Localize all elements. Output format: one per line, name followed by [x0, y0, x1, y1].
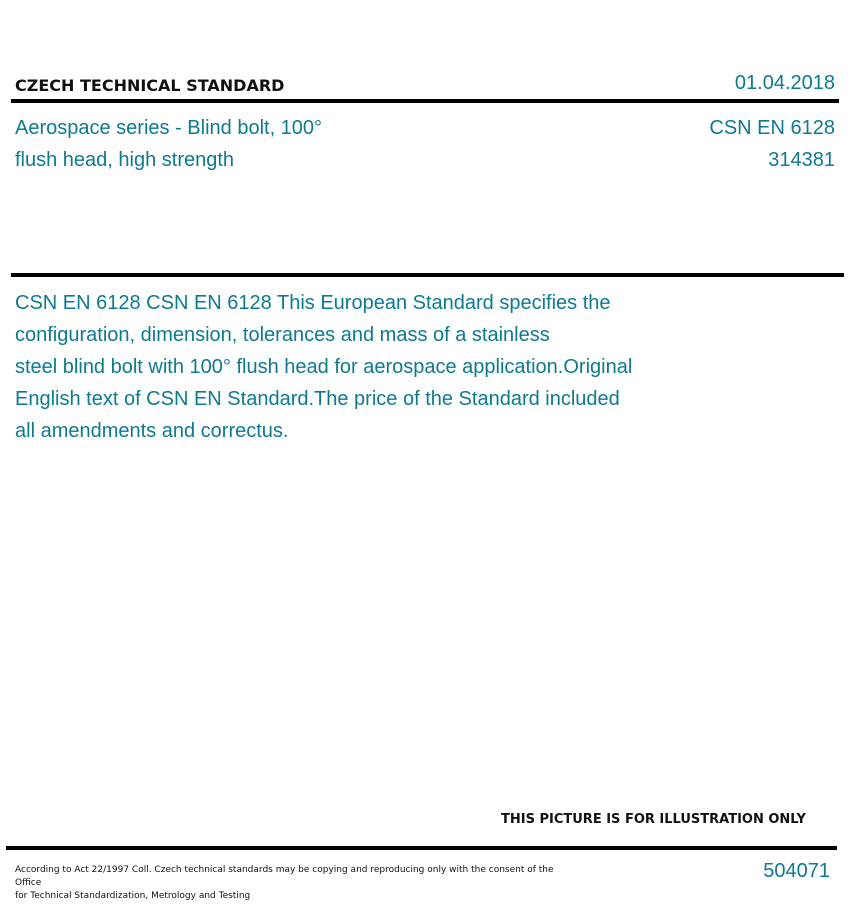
- top-divider: [11, 99, 839, 103]
- legal-notice-line: for Technical Standardization, Metrology and Testing: [15, 891, 251, 901]
- description-line: CSN EN 6128 CSN EN 6128 This European Standard specifies the: [15, 292, 611, 314]
- legal-notice-line: According to Act 22/1997 Coll. Czech technical standards may be copying and reproducing only with the consent of the Office: [15, 865, 554, 888]
- document-heading: CZECH TECHNICAL STANDARD: [15, 76, 285, 95]
- bottom-divider: [6, 846, 837, 850]
- standard-number: 314381: [768, 149, 835, 171]
- standard-title-line-1: Aerospace series - Blind bolt, 100°: [15, 117, 323, 139]
- standard-description: [15, 287, 705, 447]
- description-line: configuration, dimension, tolerances and mass of a stainless: [15, 324, 550, 346]
- description-line: English text of CSN EN Standard.The price of the Standard included: [15, 388, 620, 410]
- middle-divider: [11, 273, 844, 277]
- standard-title-line-2: flush head, high strength: [15, 149, 235, 171]
- illustration-note: THIS PICTURE IS FOR ILLUSTRATION ONLY: [501, 812, 806, 827]
- legal-notice: [15, 864, 575, 903]
- description-line: steel blind bolt with 100° flush head for aerospace application.Original: [15, 356, 633, 378]
- publication-date: 01.04.2018: [734, 72, 835, 94]
- description-line: all amendments and correctus.: [15, 420, 289, 442]
- standard-code: CSN EN 6128: [709, 117, 835, 139]
- catalog-number: 504071: [763, 860, 830, 882]
